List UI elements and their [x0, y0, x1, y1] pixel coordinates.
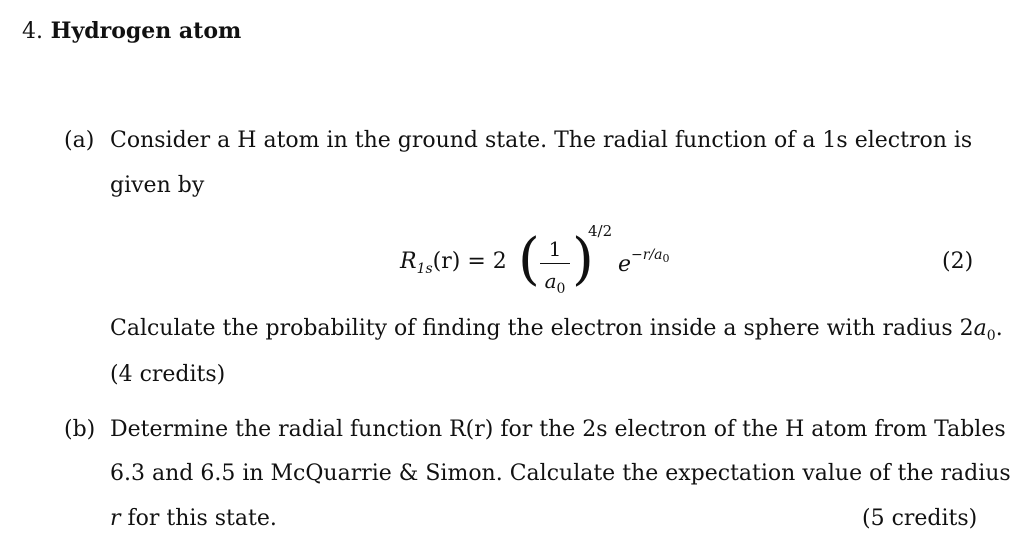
- section-number: 4.: [22, 19, 43, 44]
- part-a-credits: (4 credits): [110, 362, 226, 387]
- equation-fraction-denominator: $a_0$: [544, 269, 566, 297]
- equation-fraction-numerator: 1: [548, 237, 562, 261]
- section-title: Hydrogen atom: [50, 18, 242, 44]
- part-b-line1: Determine the radial function R(r) for the 2s electron of the H atom from Tables: [110, 417, 1006, 442]
- equation-R: R: [400, 249, 417, 274]
- part-b-label: (b): [64, 417, 96, 442]
- part-b-line2: 6.3 and 6.5 in McQuarrie & Simon. Calculate the expectation value of the radius: [110, 461, 1011, 486]
- equation-lhs: [400, 249, 507, 277]
- part-a-label: (a): [64, 128, 95, 153]
- part-a-task: Calculate the probability of finding the electron inside a sphere with radius $2a_0$.: [110, 316, 1003, 344]
- equation-left-paren: (: [518, 227, 540, 292]
- part-a-intro-line2: given by: [110, 173, 205, 198]
- equation-exponential: $e^{-r/a0}$: [618, 247, 670, 277]
- equation-fraction-bar: [540, 263, 570, 264]
- equation-exponent: 4/2: [588, 222, 613, 240]
- part-a-intro-line1: Consider a H atom in the ground state. The radial function of a 1s electron is: [110, 128, 973, 153]
- part-b-credits: (5 credits): [862, 506, 978, 531]
- equation-number: (2): [942, 249, 974, 274]
- section-heading: [22, 18, 241, 45]
- part-b-line3: r for this state.: [110, 506, 277, 531]
- equation-right-paren: ): [572, 227, 594, 292]
- equation-R-subscript: 1s: [416, 261, 433, 277]
- equation-lhs-arg: (r) = 2: [432, 249, 507, 274]
